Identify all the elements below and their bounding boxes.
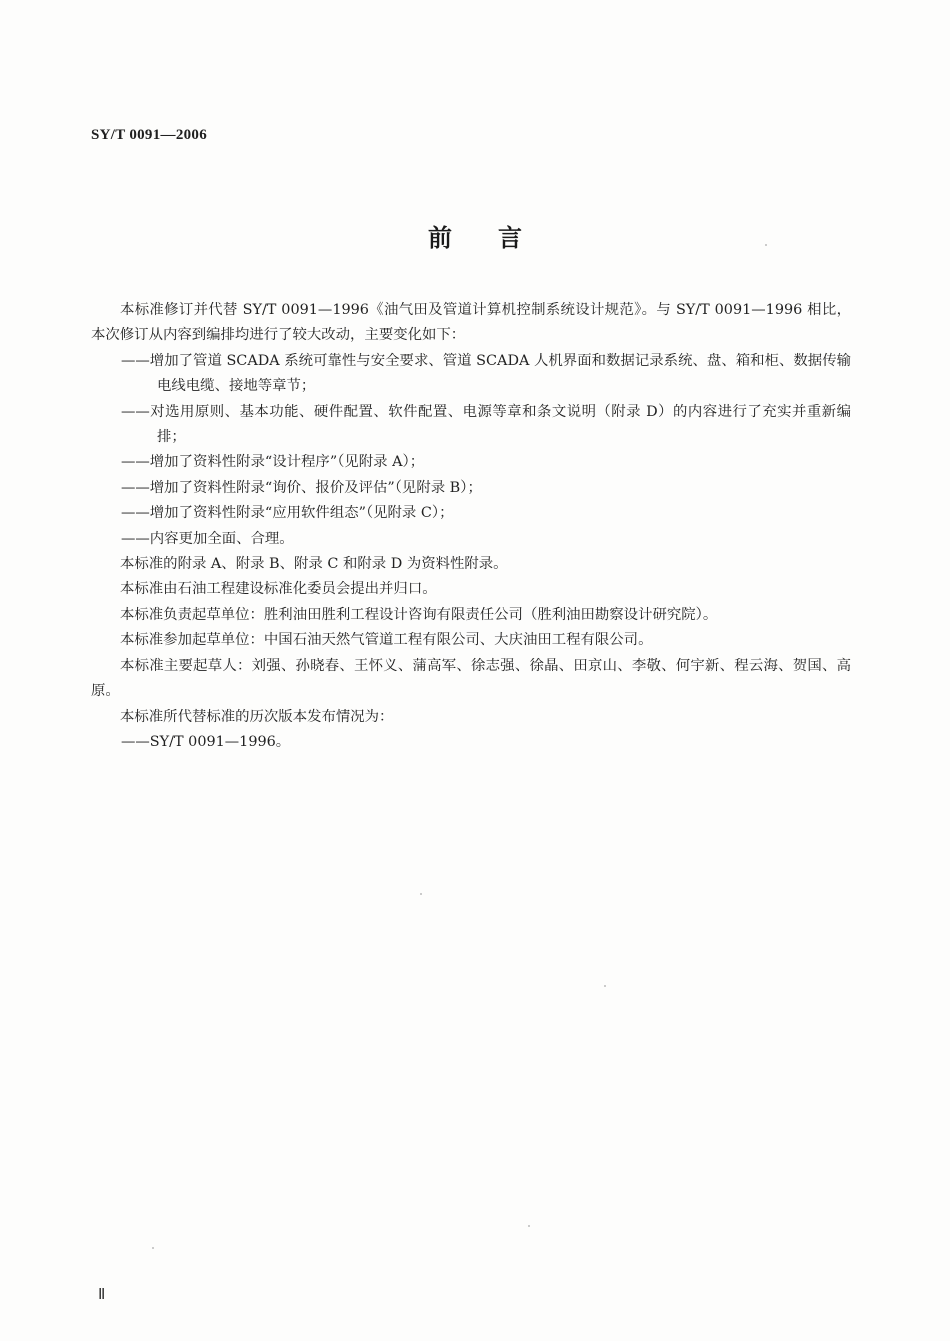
paragraph-history: 本标准所代替标准的历次版本发布情况为：	[120, 708, 394, 725]
history-item: ——SY/T 0091—1996。	[121, 733, 291, 750]
paragraph-appendices: 本标准的附录 A、附录 B、附录 C 和附录 D 为资料性附录。	[120, 556, 508, 573]
scan-speck	[604, 985, 606, 987]
change-item-appendix-c: ——增加了资料性附录“应用软件组态”（见附录 C）；	[121, 505, 454, 522]
change-item-appendix-a: ——增加了资料性附录“设计程序”（见附录 A）；	[121, 454, 425, 471]
foreword-body	[91, 298, 851, 755]
scan-speck	[152, 1247, 154, 1249]
change-item-scada: ——增加了管道 SCADA 系统可靠性与安全要求、管道 SCADA 人机界面和数据记录系统、盘、箱和柜、数据传输电线电缆、接地等章节；	[121, 352, 851, 395]
change-item-principles: ——对选用原则、基本功能、硬件配置、软件配置、电源等章和条文说明（附录 D）的内容进行了充实并重新编排；	[121, 403, 851, 446]
standard-code-header: SY/T 0091—2006	[91, 127, 208, 143]
change-item-content: ——内容更加全面、合理。	[121, 530, 294, 547]
paragraph-proposer: 本标准由石油工程建设标准化委员会提出并归口。	[120, 581, 437, 598]
paragraph-revision-intro: 本标准修订并代替 SY/T 0091—1996《油气田及管道计算机控制系统设计规范》。与 SY/T 0091—1996 相比，本次修订从内容到编排均进行了较大改动，主要变化如下：	[91, 302, 851, 344]
scan-speck	[420, 893, 422, 895]
paragraph-drafters: 本标准主要起草人：刘强、孙晓春、王怀义、蒲高军、徐志强、徐晶、田京山、李敬、何宇新、程云海、贺国、高原。	[91, 657, 851, 700]
page-title: 前言	[428, 224, 568, 252]
change-item-appendix-b: ——增加了资料性附录“询价、报价及评估”（见附录 B）；	[121, 479, 482, 496]
paragraph-participants: 本标准参加起草单位：中国石油天然气管道工程有限公司、大庆油田工程有限公司。	[120, 632, 653, 649]
scan-speck	[765, 244, 767, 246]
paragraph-lead-drafter: 本标准负责起草单位：胜利油田胜利工程设计咨询有限责任公司（胜利油田勘察设计研究院）。	[120, 606, 718, 623]
page-number: Ⅱ	[98, 1287, 106, 1303]
scan-speck	[528, 1225, 530, 1227]
